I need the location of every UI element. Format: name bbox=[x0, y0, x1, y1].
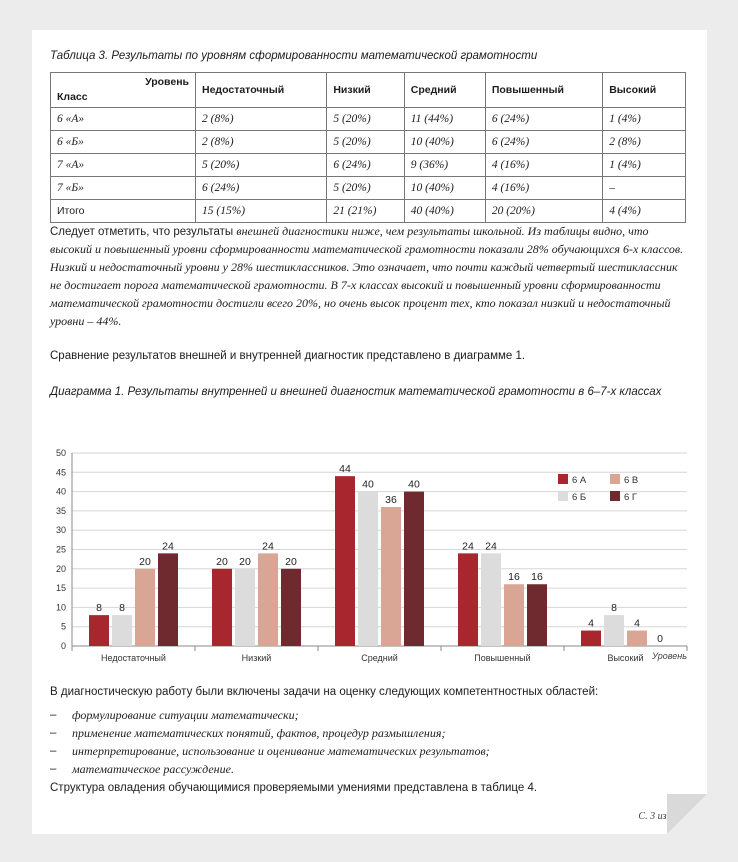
paragraph-analysis-start: Следует отметить, что результаты bbox=[50, 226, 237, 238]
table-cell: 5 (20%) bbox=[327, 177, 404, 200]
paragraph-competences: В диагностическую работу были включены задачи на оценку следующих компетентностных областей: bbox=[50, 686, 599, 698]
data-label: 0 bbox=[657, 633, 663, 645]
data-label: 24 bbox=[485, 540, 497, 553]
table-cell: 40 (40%) bbox=[404, 200, 485, 223]
y-tick-label: 40 bbox=[55, 486, 66, 497]
data-label: 24 bbox=[162, 540, 174, 553]
column-header: Недостаточный bbox=[196, 73, 327, 108]
data-label: 20 bbox=[216, 555, 228, 568]
header-diagonal-cell bbox=[51, 73, 196, 108]
table-cell: 6 (24%) bbox=[485, 108, 602, 131]
column-header: Средний bbox=[404, 73, 485, 108]
list-bullet: – bbox=[50, 745, 57, 757]
chart-bars bbox=[89, 463, 663, 646]
table-row-total bbox=[51, 200, 686, 223]
bar bbox=[281, 569, 301, 646]
table-header-row bbox=[51, 73, 686, 108]
legend-swatch bbox=[610, 491, 620, 501]
bar bbox=[381, 507, 401, 646]
table-cell: 2 (8%) bbox=[196, 131, 327, 154]
paragraph-structure: Структура овладения обучающимися проверяемыми умениями представлена в таблице 4. bbox=[50, 782, 538, 794]
data-label: 16 bbox=[508, 571, 520, 584]
list-bullet: – bbox=[50, 709, 57, 721]
bar bbox=[604, 615, 624, 646]
bar bbox=[112, 615, 132, 646]
document-page bbox=[32, 30, 707, 834]
table-cell: 2 (8%) bbox=[196, 108, 327, 131]
data-label: 8 bbox=[119, 602, 125, 615]
bar bbox=[504, 584, 524, 646]
table-cell: 10 (40%) bbox=[404, 177, 485, 200]
data-label: 4 bbox=[634, 617, 640, 630]
list-item bbox=[50, 760, 490, 778]
table-cell: 1 (4%) bbox=[603, 108, 686, 131]
bar-chart bbox=[32, 415, 707, 695]
y-tick-label: 30 bbox=[55, 525, 66, 536]
table-cell: 6 (24%) bbox=[196, 177, 327, 200]
y-tick-label: 35 bbox=[55, 505, 66, 516]
table-cell: 2 (8%) bbox=[603, 131, 686, 154]
bar bbox=[358, 492, 378, 646]
page-corner-fold bbox=[667, 794, 707, 834]
table-cell: 20 (20%) bbox=[485, 200, 602, 223]
bar bbox=[404, 492, 424, 646]
chart-legend bbox=[558, 474, 638, 503]
list-item bbox=[50, 742, 490, 760]
table-cell: 4 (16%) bbox=[485, 177, 602, 200]
paragraph-comparison: Сравнение результатов внешней и внутренней диагностик представлено в диаграмме 1. bbox=[50, 350, 526, 362]
list-bullet: – bbox=[50, 727, 57, 739]
y-tick-label: 25 bbox=[55, 544, 66, 555]
bar bbox=[89, 615, 109, 646]
x-tick-label: Средний bbox=[361, 653, 398, 663]
bar bbox=[481, 553, 501, 646]
table-cell: 6 (24%) bbox=[485, 131, 602, 154]
legend-label: 6 А bbox=[572, 475, 587, 486]
column-header: Высокий bbox=[603, 73, 686, 108]
y-axis bbox=[56, 448, 72, 651]
legend-swatch bbox=[558, 474, 568, 484]
list-item bbox=[50, 706, 490, 724]
data-label: 40 bbox=[362, 478, 374, 491]
legend-swatch bbox=[558, 491, 568, 501]
table-cell: 5 (20%) bbox=[327, 131, 404, 154]
paragraph-analysis-italic: внешней диагностики ниже, чем результаты школьной. Из таблицы видно, что высокий и повышенный уровни сформированности математической грамотности показали 28% обучающихся 6-х классов. Низкий и недостаточный уровни у 28% шестиклассников. Это означает, что почти каждый четвертый шестиклассник не достигает порога математической грамотности. В 7-х классах высокий и повышенный уровни сформированности математической грамотности достигли всего 20%, но очень высок процент тех, кто показал низкий и недостаточный уровни – 44%. bbox=[50, 224, 684, 328]
y-tick-label: 5 bbox=[60, 621, 66, 632]
legend-swatch bbox=[610, 474, 620, 484]
data-label: 20 bbox=[139, 555, 151, 568]
x-tick-label: Низкий bbox=[241, 653, 272, 663]
table-cell: 5 (20%) bbox=[327, 108, 404, 131]
list-item bbox=[50, 724, 490, 742]
table-cell: 21 (21%) bbox=[327, 200, 404, 223]
bar bbox=[527, 584, 547, 646]
table-row bbox=[51, 154, 686, 177]
bar bbox=[458, 553, 478, 646]
table-cell: 4 (4%) bbox=[603, 200, 686, 223]
data-label: 20 bbox=[285, 555, 297, 568]
table-cell: 1 (4%) bbox=[603, 154, 686, 177]
competence-list bbox=[50, 706, 490, 778]
row-label: 6 «Б» bbox=[51, 131, 196, 154]
data-label: 16 bbox=[531, 571, 543, 584]
y-tick-label: 0 bbox=[60, 641, 66, 651]
column-header: Повышенный bbox=[485, 73, 602, 108]
results-table bbox=[50, 72, 686, 223]
data-label: 24 bbox=[462, 540, 474, 553]
data-label: 8 bbox=[611, 602, 617, 615]
data-label: 24 bbox=[262, 540, 274, 553]
bar bbox=[235, 569, 255, 646]
list-item-text: применение математических понятий, фактов, процедур размышления; bbox=[72, 726, 446, 740]
x-axis-title: Уровень bbox=[652, 651, 687, 661]
legend-label: 6 Г bbox=[624, 492, 638, 503]
data-label: 36 bbox=[385, 494, 397, 507]
x-tick-label: Недостаточный bbox=[101, 653, 166, 663]
legend-label: 6 В bbox=[624, 475, 639, 486]
table-cell: 10 (40%) bbox=[404, 131, 485, 154]
data-label: 44 bbox=[339, 463, 351, 476]
table-cell: 6 (24%) bbox=[327, 154, 404, 177]
x-tick-label: Высокий bbox=[607, 653, 644, 663]
table-row bbox=[51, 177, 686, 200]
list-bullet: – bbox=[50, 763, 57, 775]
y-tick-label: 45 bbox=[55, 467, 66, 478]
y-tick-label: 20 bbox=[55, 563, 66, 574]
row-label: Итого bbox=[51, 200, 196, 223]
bar bbox=[581, 631, 601, 646]
bar bbox=[158, 553, 178, 646]
row-label: 7 «А» bbox=[51, 154, 196, 177]
data-label: 20 bbox=[239, 555, 251, 568]
data-label: 40 bbox=[408, 478, 420, 491]
table-cell: 5 (20%) bbox=[196, 154, 327, 177]
table-cell: 9 (36%) bbox=[404, 154, 485, 177]
row-label: 7 «Б» bbox=[51, 177, 196, 200]
table-row bbox=[51, 131, 686, 154]
y-tick-label: 15 bbox=[55, 583, 66, 594]
bar bbox=[335, 476, 355, 646]
paragraph-analysis bbox=[50, 223, 690, 331]
list-item-text: интерпретирование, использование и оценивание математических результатов; bbox=[72, 744, 490, 758]
table-cell: 15 (15%) bbox=[196, 200, 327, 223]
bar bbox=[258, 553, 278, 646]
data-label: 8 bbox=[96, 602, 102, 615]
table-cell: 11 (44%) bbox=[404, 108, 485, 131]
header-class-label: Класс bbox=[57, 91, 88, 103]
page-number: С. 3 из 16 bbox=[638, 811, 679, 822]
header-level-label: Уровень bbox=[145, 76, 189, 88]
table-row bbox=[51, 108, 686, 131]
bar bbox=[212, 569, 232, 646]
table-cell: 4 (16%) bbox=[485, 154, 602, 177]
bar bbox=[135, 569, 155, 646]
x-axis bbox=[72, 646, 687, 663]
chart-caption: Диаграмма 1. Результаты внутренней и внешней диагностик математической грамотности в 6–7-х классах bbox=[50, 386, 662, 398]
row-label: 6 «А» bbox=[51, 108, 196, 131]
column-header: Низкий bbox=[327, 73, 404, 108]
y-tick-label: 10 bbox=[55, 602, 66, 613]
table-caption: Таблица 3. Результаты по уровням сформированности математической грамотности bbox=[50, 50, 538, 62]
y-tick-label: 50 bbox=[55, 448, 66, 458]
bar bbox=[627, 631, 647, 646]
x-tick-label: Повышенный bbox=[474, 653, 531, 663]
data-label: 4 bbox=[588, 617, 594, 630]
table-cell: – bbox=[603, 177, 686, 200]
list-item-text: формулирование ситуации математически; bbox=[72, 708, 299, 722]
legend-label: 6 Б bbox=[572, 492, 587, 503]
list-item-text: математическое рассуждение. bbox=[72, 762, 234, 776]
